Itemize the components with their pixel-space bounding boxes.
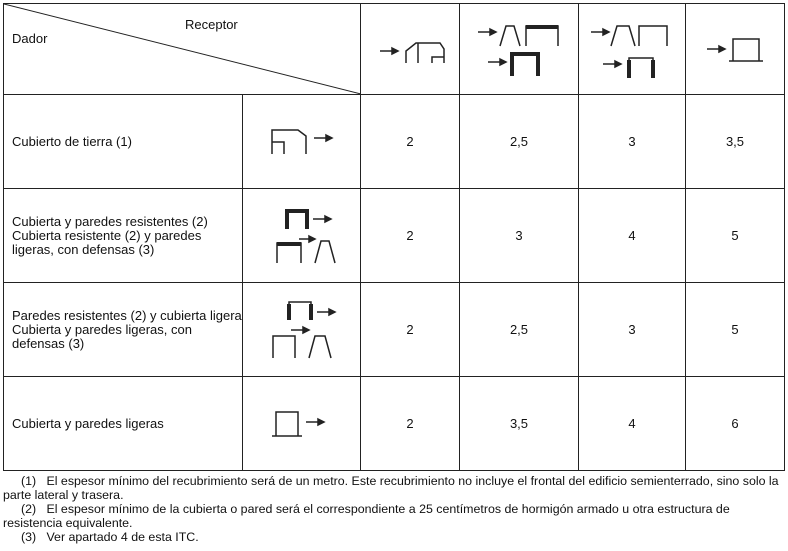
row-figure	[243, 189, 361, 283]
row-label	[4, 283, 243, 377]
value-cell: 5	[686, 283, 785, 377]
value-cell: 3,5	[686, 95, 785, 189]
value-cell: 2	[361, 189, 460, 283]
value-cell: 3	[460, 189, 579, 283]
diagonal-divider	[4, 4, 361, 94]
distance-table	[3, 3, 785, 471]
receptor-resistant-roof-icon	[474, 18, 564, 80]
row-label-text: Cubierta y paredes resistentes (2) Cubierta resistente (2) y paredes ligeras, con defensas (3)	[12, 213, 208, 257]
receptor-earth-covered-icon	[370, 29, 450, 69]
table-row	[4, 189, 785, 283]
row-label	[4, 95, 243, 189]
row-label	[4, 189, 243, 283]
value-cell: 2	[361, 283, 460, 377]
header-row	[4, 4, 785, 95]
earth-covered-building-icon	[262, 124, 342, 160]
value-cell: 6	[686, 377, 785, 471]
value-cell: 3,5	[460, 377, 579, 471]
receptor-col-3	[579, 4, 686, 95]
row-label-text: Cubierta y paredes ligeras	[12, 415, 164, 431]
receptor-col-1	[361, 4, 460, 95]
value-cell: 2,5	[460, 95, 579, 189]
value-cell: 2	[361, 95, 460, 189]
footnote-2: (2) El espesor mínimo de la cubierta o pared será el correspondiente a 25 centímetros de hormigón armado u otra estructura de resistencia equivalente.	[3, 502, 730, 530]
row-figure	[243, 95, 361, 189]
receptor-light-roof-walls-icon	[695, 29, 775, 69]
footnote-1: (1) El espesor mínimo del recubrimiento será de un metro. Este recubrimiento no incluye el frontal del edificio semienterrado, sino solo la parte lateral y trasera.	[3, 474, 779, 502]
row-figure	[243, 377, 361, 471]
light-roof-walls-icon	[262, 406, 342, 442]
value-cell: 2	[361, 377, 460, 471]
value-cell: 3	[579, 283, 686, 377]
row-figure	[243, 283, 361, 377]
row-label-text: Paredes resistentes (2) y cubierta ligera Cubierta y paredes ligeras, con defensas (3)	[12, 307, 242, 351]
value-cell: 4	[579, 189, 686, 283]
footnotes	[3, 474, 784, 544]
row-label-text: Cubierto de tierra (1)	[12, 133, 132, 149]
table-row	[4, 95, 785, 189]
row-label	[4, 377, 243, 471]
table-row	[4, 283, 785, 377]
value-cell: 3	[579, 95, 686, 189]
table-row	[4, 377, 785, 471]
resistant-roof-icon	[257, 205, 347, 267]
resistant-walls-icon	[257, 298, 347, 362]
receptor-resistant-walls-icon	[587, 18, 677, 80]
receptor-col-4	[686, 4, 785, 95]
footnote-3: (3) Ver apartado 4 de esta ITC.	[21, 530, 199, 544]
value-cell: 5	[686, 189, 785, 283]
value-cell: 2,5	[460, 283, 579, 377]
receptor-col-2	[460, 4, 579, 95]
value-cell: 4	[579, 377, 686, 471]
receptor-label: Receptor	[185, 17, 238, 32]
dador-label: Dador	[12, 31, 48, 46]
header-corner-cell	[4, 4, 361, 95]
